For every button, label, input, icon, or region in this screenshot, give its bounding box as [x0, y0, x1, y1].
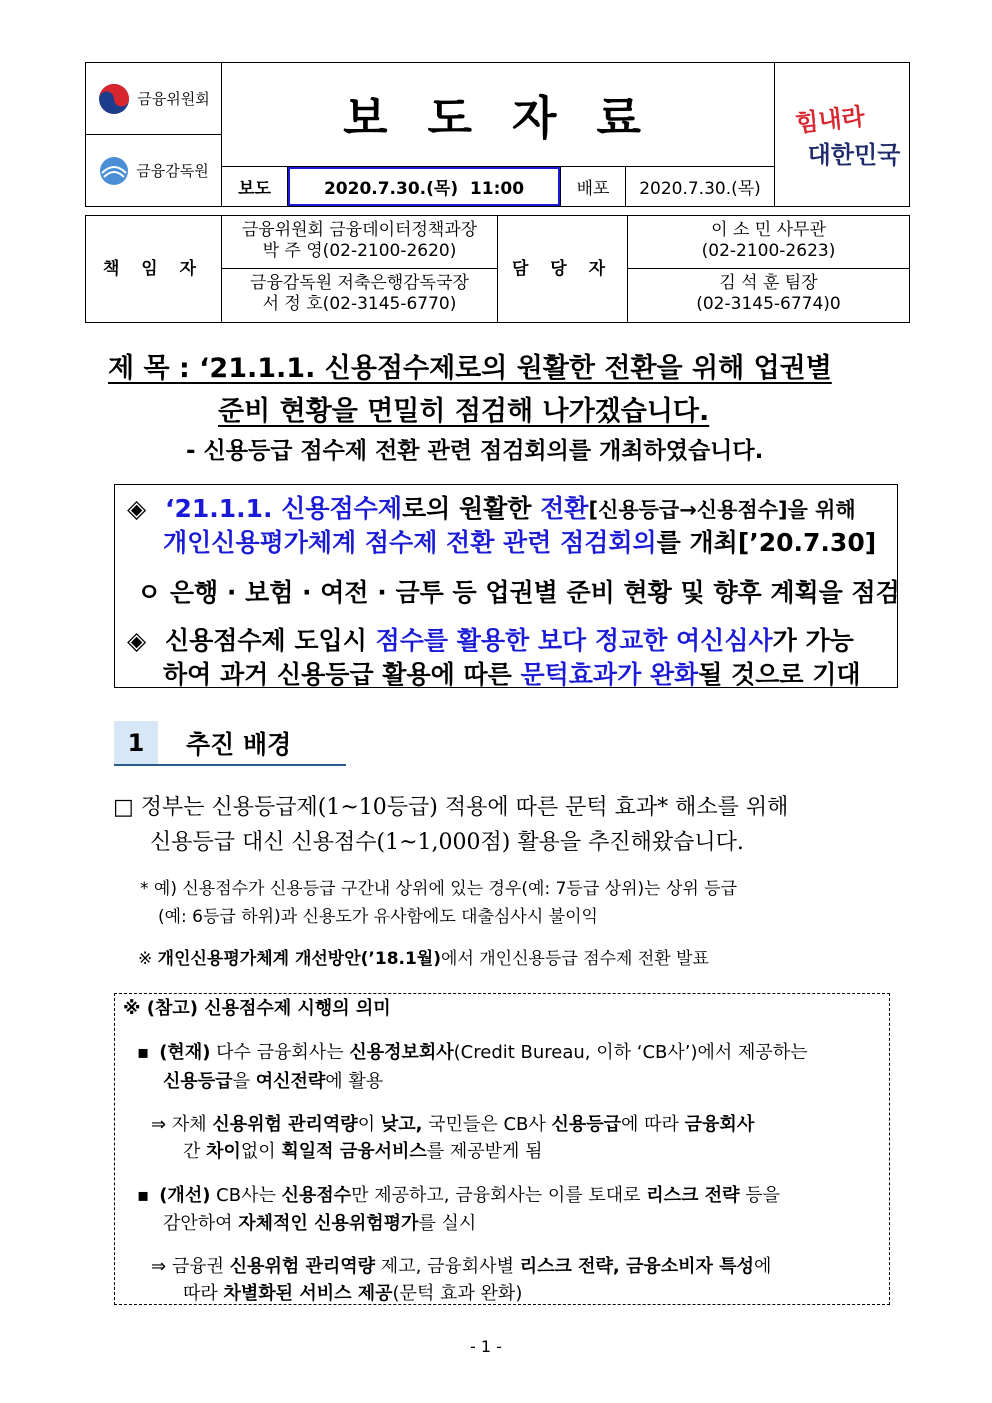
reference-arrow2-line1: ⇒ 금융권 신용위험 관리역량 제고, 금융회사별 리스크 전략, 금융소비자 특성에 [151, 1256, 772, 1277]
reference-item2-line1: ▪ (개선) CB사는 신용점수만 제공하고, 금융회사는 이를 토대로 리스크 전략 등을 [137, 1185, 781, 1206]
release-label: 보도 [222, 167, 288, 206]
section-underline [114, 764, 346, 766]
reference-arrow2-line2: 따라 차별화된 서비스 제공(문턱 효과 완화) [183, 1283, 523, 1304]
reference-arrow1-line1: ⇒ 자체 신용위험 관리역량이 낮고, 국민들은 CB사 신용등급에 따라 금융회사 [151, 1114, 755, 1135]
distribution-label: 배포 [560, 167, 626, 206]
slogan-logo [774, 63, 909, 206]
manager-label: 책 임 자 [86, 216, 222, 322]
contact2: 김 석 훈 팀장 (02-3145-6774)0 [696, 273, 841, 314]
headline-line1: 제 목 : ‘21.1.1. 신용점수제로의 원활한 전환을 위해 업권별 [108, 353, 832, 384]
square-bullet-icon: ▪ [137, 1185, 150, 1206]
fss-emblem-icon [98, 155, 130, 187]
reference-note: ※ 개인신용평가체계 개선방안(’18.1월)에서 개인신용등급 점수제 전환 발표 [138, 949, 709, 969]
summary-bullet3-line1: ◈ 신용점수제 도입시 점수를 활용한 보다 정교한 여신심사가 가능 [127, 626, 854, 655]
headline-line2: 준비 현황을 면밀히 점검해 나가겠습니다. [218, 396, 710, 427]
fsc-logo-text: 금융위원회 [137, 90, 210, 108]
headline-subtitle: - 신용등급 점수제 전환 관련 점검회의를 개최하였습니다. [186, 438, 764, 464]
distribution-date: 2020.7.30.(목) [639, 179, 761, 199]
fss-logo [86, 135, 222, 206]
release-datetime: 2020.7.30.(목) 11:00 [288, 167, 560, 206]
reference-item2-line2: 감안하여 자체적인 신용위험평가를 실시 [163, 1213, 477, 1234]
manager2: 금융감독원 저축은행감독국장 서 정 호(02-3145-6770) [222, 269, 498, 322]
footnote-line1: * 예) 신용점수가 신용등급 구간내 상위에 있는 경우(예: 7등급 상위)는 상위 등급 [140, 879, 738, 899]
summary-bullet3-line2: 하여 과거 신용등급 활용에 따른 문턱효과가 완화될 것으로 기대 [163, 660, 861, 689]
contact-label: 담 당 자 [498, 216, 628, 322]
body-paragraph-line2: 신용등급 대신 신용점수(1~1,000점) 활용을 추진해왔습니다. [150, 830, 744, 855]
section-heading [114, 721, 346, 765]
reference-heading: ※ (참고) 신용점수제 시행의 의미 [123, 998, 391, 1019]
fsc-logo [86, 63, 222, 135]
slogan-line1: 힘내라 [794, 101, 867, 138]
fss-logo-text: 금융감독원 [136, 162, 209, 180]
body-paragraph-line1: □ 정부는 신용등급제(1~10등급) 적용에 따른 문턱 효과* 해소를 위해 [113, 795, 789, 820]
contact-table [85, 215, 910, 323]
square-bullet-icon: ▪ [137, 1042, 150, 1063]
slogan-line2: 대한민국 [807, 140, 901, 169]
contact1: 이 소 민 사무관 (02-2100-2623) [628, 216, 909, 269]
reference-item1-line1: ▪ (현재) 다수 금융회사는 신용정보회사(Credit Bureau, 이하 ‘CB사’)에서 제공하는 [137, 1042, 808, 1063]
section-title: 추진 배경 [186, 730, 292, 759]
diamond-bullet-icon: ◈ [127, 494, 147, 523]
summary-bullet1-line2: 개인신용평가체계 점수제 전환 관련 점검회의를 개최[’20.7.30] [163, 528, 877, 557]
section-number: 1 [114, 721, 158, 765]
reference-arrow1-line2: 간 차이없이 획일적 금융서비스를 제공받게 됨 [183, 1141, 543, 1162]
page-title: 보 도 자 료 [222, 63, 774, 167]
reference-item1-line2: 신용등급을 여신전략에 활용 [163, 1071, 384, 1092]
summary-bullet1-line1: ◈ ‘21.1.1. 신용점수제로의 원활한 전환[신용등급→신용점수]을 위해 [127, 494, 856, 523]
footnote-line2: (예: 6등급 하위)과 신용도가 유사함에도 대출심사시 불이익 [158, 907, 598, 927]
summary-bullet2: ㅇ 은행 · 보험 · 여전 · 금투 등 업권별 준비 현황 및 향후 계획을 점검 [137, 578, 900, 607]
right-double-arrow-icon: ⇒ [151, 1114, 167, 1135]
reference-box [114, 993, 890, 1305]
page-number: - 1 - [470, 1337, 502, 1356]
summary-box [114, 484, 898, 688]
right-double-arrow-icon: ⇒ [151, 1256, 167, 1277]
manager1: 금융위원회 금융데이터정책과장 박 주 영(02-2100-2620) [222, 216, 498, 269]
press-release-header [85, 62, 910, 207]
diamond-bullet-icon: ◈ [127, 626, 147, 655]
taegeuk-icon [97, 82, 131, 116]
